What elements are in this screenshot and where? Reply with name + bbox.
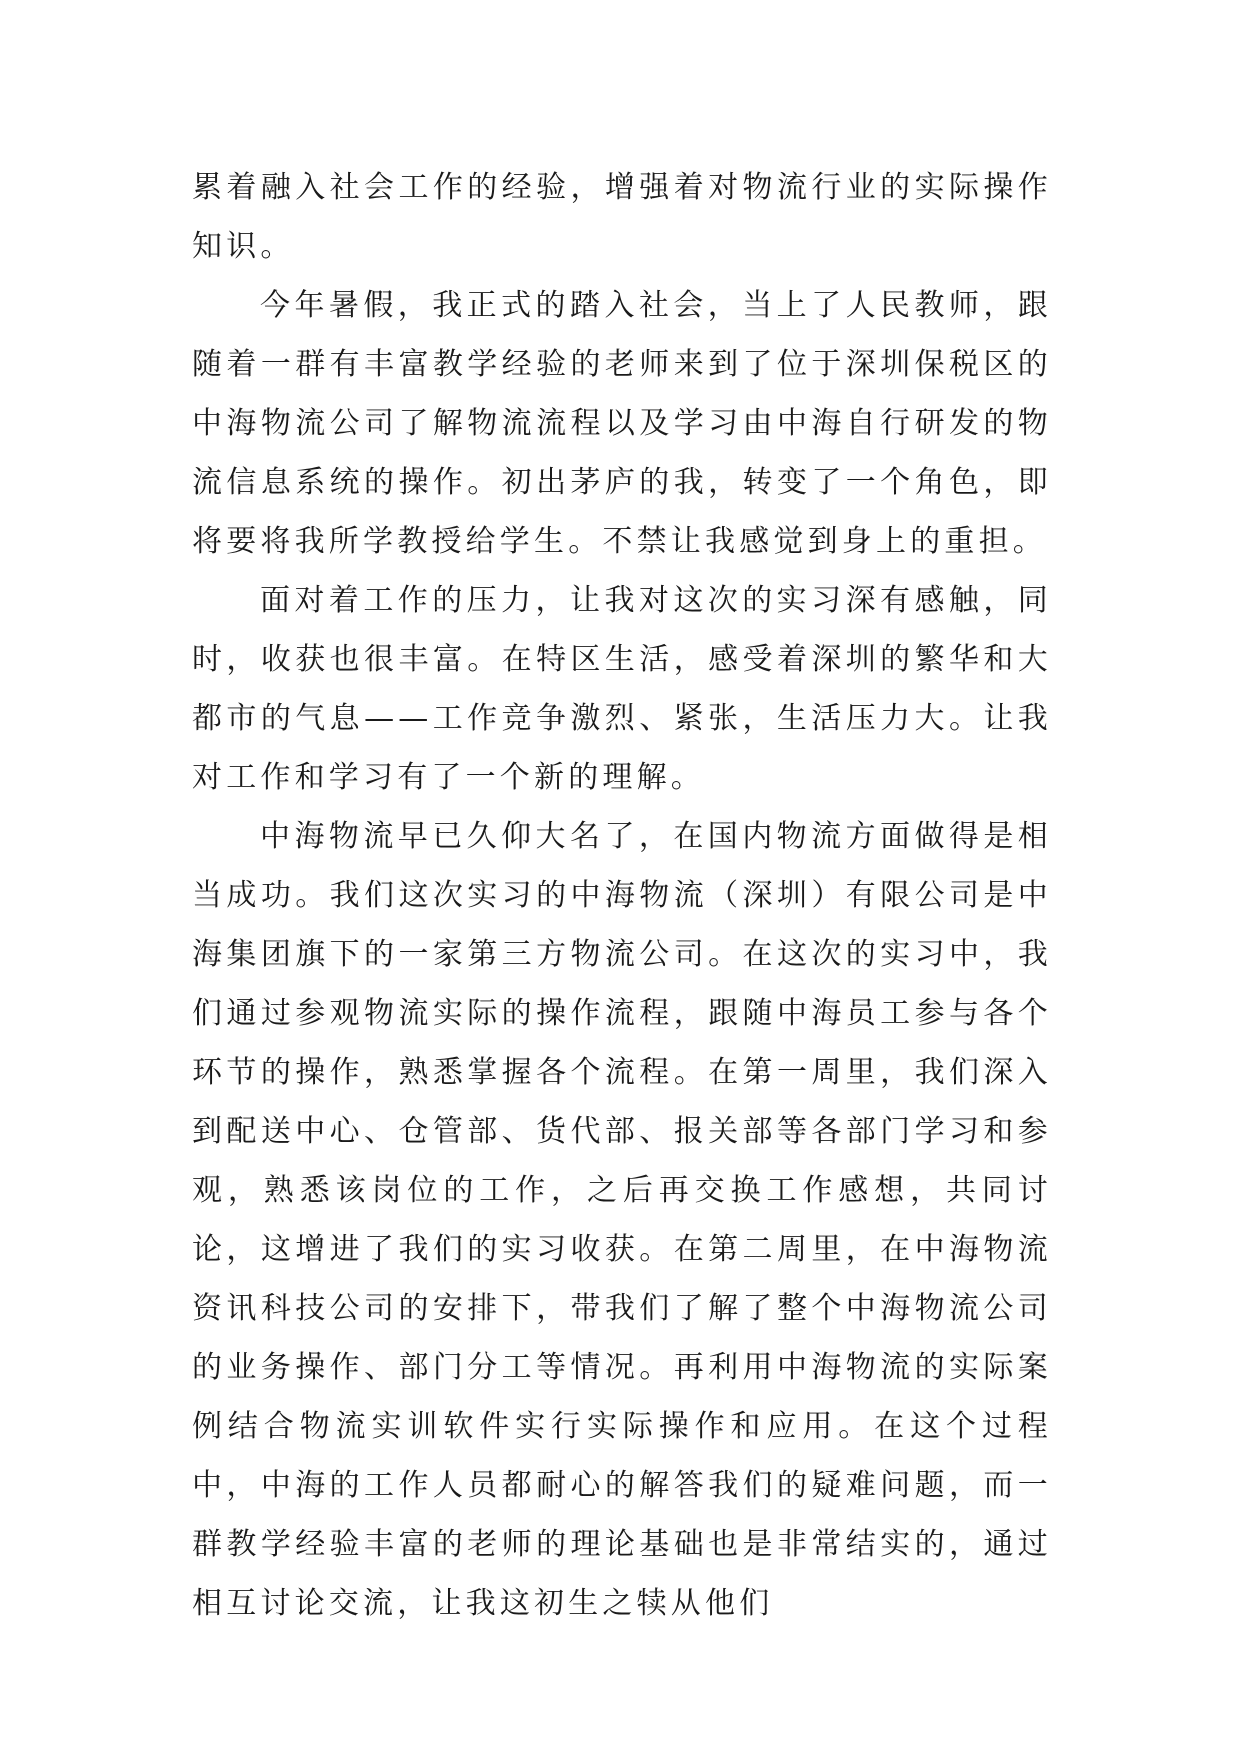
paragraph-company: 中海物流早已久仰大名了，在国内物流方面做得是相当成功。我们这次实习的中海物流（深圳）有限公司是中海集团旗下的一家第三方物流公司。在这次的实习中，我们通过参观物流实际的操作流程，跟随中海员工参与各个环节的操作，熟悉掌握各个流程。在第一周里，我们深入到配送中心、仓管部、货代部、报关部等各部门学习和参观，熟悉该岗位的工作，之后再交换工作感想，共同讨论，这增进了我们的实习收获。在第二周里，在中海物流资讯科技公司的安排下，带我们了解了整个中海物流公司的业务操作、部门分工等情况。再利用中海物流的实际案例结合物流实训软件实行实际操作和应用。在这个过程中，中海的工作人员都耐心的解答我们的疑难问题，而一群教学经验丰富的老师的理论基础也是非常结实的，通过相互讨论交流，让我这初生之犊从他们 — [192, 819, 1052, 1621]
paragraph-pressure: 面对着工作的压力，让我对这次的实习深有感触，同时，收获也很丰富。在特区生活，感受着深圳的繁华和大都市的气息——工作竞争激烈、紧张，生活压力大。让我对工作和学习有了一个新的理解。 — [192, 583, 1052, 795]
paragraph-continued: 累着融入社会工作的经验，增强着对物流行业的实际操作知识。 — [192, 170, 1052, 264]
body-text — [192, 158, 1052, 1633]
paragraph-summer: 今年暑假，我正式的踏入社会，当上了人民教师，跟随着一群有丰富教学经验的老师来到了位于深圳保税区的中海物流公司了解物流流程以及学习由中海自行研发的物流信息系统的操作。初出茅庐的我，转变了一个角色，即将要将我所学教授给学生。不禁让我感觉到身上的重担。 — [192, 288, 1052, 559]
